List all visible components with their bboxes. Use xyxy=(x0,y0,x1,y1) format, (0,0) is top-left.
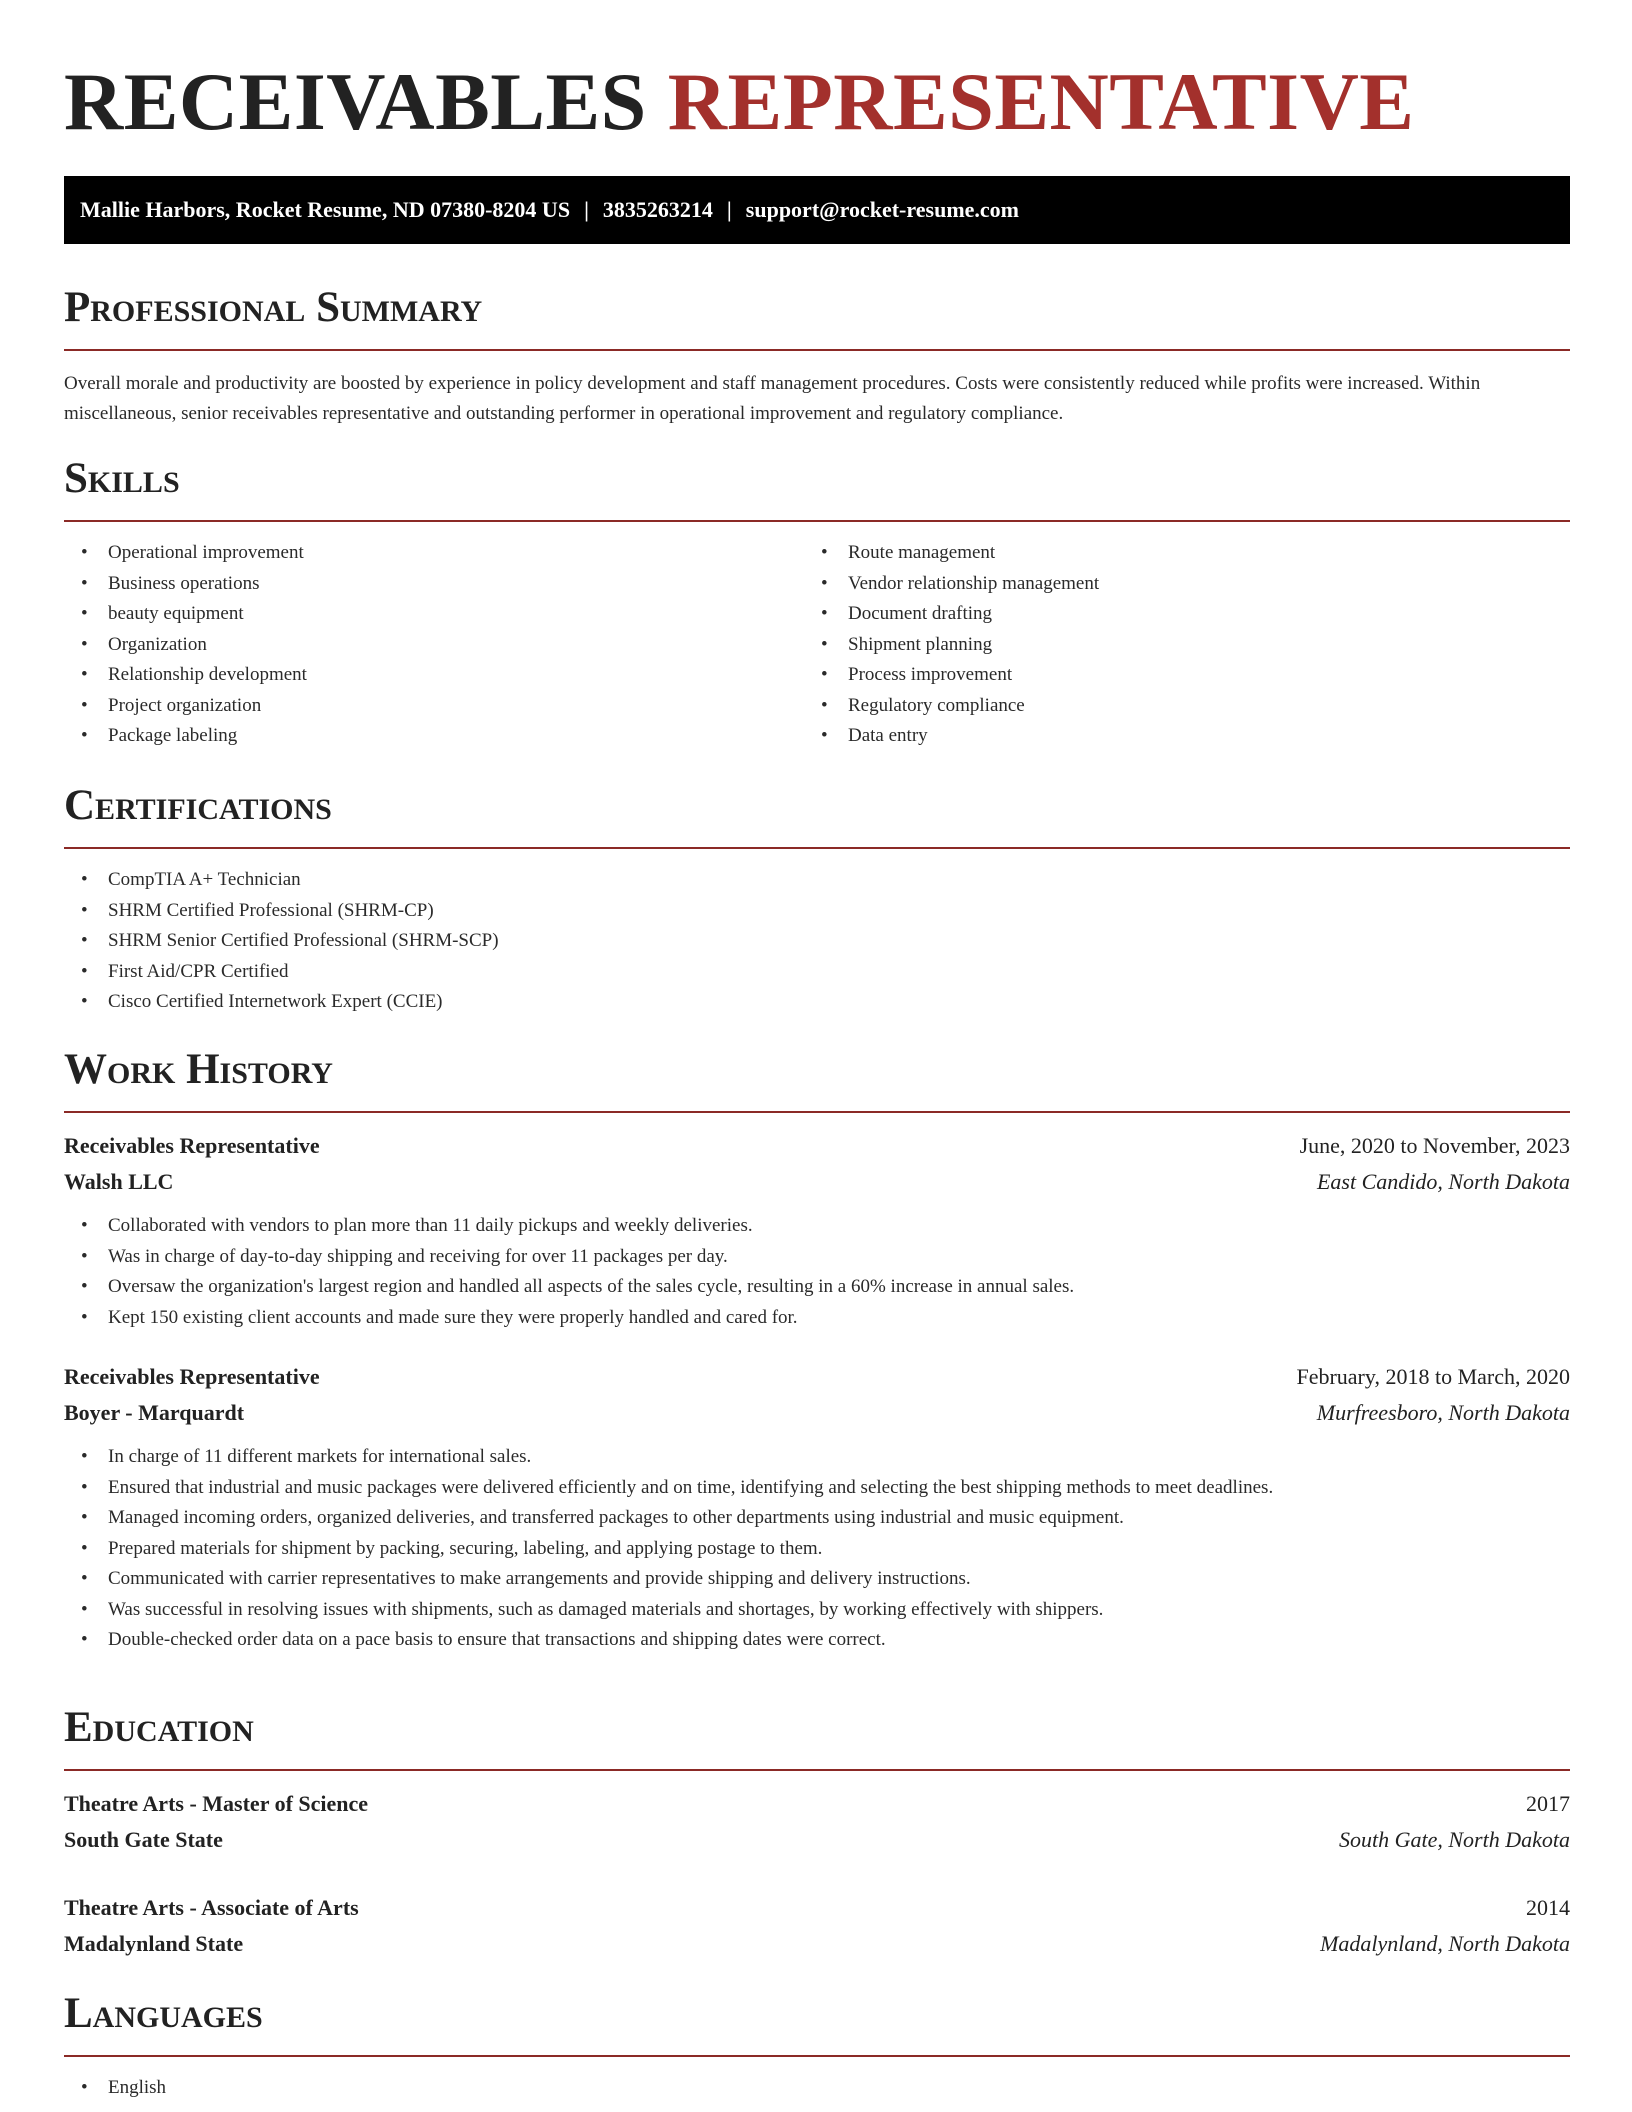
skills-list-left xyxy=(64,538,804,752)
list-item: • Double-checked order data on a pace basis to ensure that transactions and shipping dates were correct. xyxy=(64,1625,1570,1656)
certifications-list xyxy=(64,865,1570,1018)
job-bullets xyxy=(64,1211,1570,1333)
contact-separator: | xyxy=(584,197,589,222)
education-entry xyxy=(64,1786,1570,1858)
education-location: Madalynland, North Dakota xyxy=(1320,1931,1570,1956)
education-header-row xyxy=(64,1786,1570,1822)
section-divider xyxy=(64,1111,1570,1113)
job-entry xyxy=(64,1128,1570,1333)
list-item: • Kept 150 existing client accounts and made sure they were properly handled and cared for. xyxy=(64,1303,1570,1334)
education-entry xyxy=(64,1890,1570,1962)
languages-list xyxy=(64,2073,1570,2104)
list-item: • First Aid/CPR Certified xyxy=(64,957,1570,988)
work-history-section xyxy=(64,1045,1570,1656)
education-school: South Gate State xyxy=(64,1827,223,1852)
resume-title xyxy=(64,0,1570,166)
job-entry xyxy=(64,1359,1570,1656)
job-location: Murfreesboro, North Dakota xyxy=(1316,1400,1570,1425)
list-item: • Oversaw the organization's largest region and handled all aspects of the sales cycle, resulting in a 60% increase in annual sales. xyxy=(64,1272,1570,1303)
list-item: • Shipment planning xyxy=(804,630,1544,661)
list-item: • Regulatory compliance xyxy=(804,691,1544,722)
list-item: • Managed incoming orders, organized deliveries, and transferred packages to other departments using industrial and music equipment. xyxy=(64,1503,1570,1534)
list-item: • Collaborated with vendors to plan more than 11 daily pickups and weekly deliveries. xyxy=(64,1211,1570,1242)
section-divider xyxy=(64,847,1570,849)
skills-columns xyxy=(64,538,1570,752)
certifications-section xyxy=(64,781,1570,1018)
section-divider xyxy=(64,520,1570,522)
list-item: • Ensured that industrial and music packages were delivered efficiently and on time, identifying and selecting the best shipping methods to meet deadlines. xyxy=(64,1473,1570,1504)
title-part-1: RECEIVABLES xyxy=(64,56,647,147)
job-title: Receivables Representative xyxy=(64,1133,320,1158)
skills-list-right xyxy=(804,538,1544,752)
section-heading-skills: Skills xyxy=(64,455,180,502)
list-item: • Process improvement xyxy=(804,660,1544,691)
education-school-row xyxy=(64,1926,1570,1962)
list-item: • Package labeling xyxy=(64,721,804,752)
section-divider xyxy=(64,349,1570,351)
summary-section xyxy=(64,283,1570,429)
education-degree: Theatre Arts - Master of Science xyxy=(64,1791,369,1816)
education-school: Madalynland State xyxy=(64,1931,244,1956)
education-location: South Gate, North Dakota xyxy=(1339,1827,1570,1852)
section-heading-summary: Professional Summary xyxy=(64,284,483,331)
section-divider xyxy=(64,2055,1570,2057)
title-part-2: REPRESENTATIVE xyxy=(667,56,1415,147)
list-item: • CompTIA A+ Technician xyxy=(64,865,1570,896)
list-item: • Route management xyxy=(804,538,1544,569)
contact-phone: 3835263214 xyxy=(602,197,713,222)
list-item: • Business operations xyxy=(64,569,804,600)
list-item: • Vendor relationship management xyxy=(804,569,1544,600)
summary-text: Overall morale and productivity are boosted by experience in policy development and staff management procedures. Costs were consistently reduced while profits were increased. Within miscellaneous, senior receivables representative and outstanding performer in operational improvement and regulatory compliance. xyxy=(64,373,1481,424)
contact-separator: | xyxy=(726,197,732,222)
resume-page xyxy=(64,0,1570,2098)
contact-bar xyxy=(64,176,1570,244)
job-location: East Candido, North Dakota xyxy=(1316,1169,1570,1194)
education-section xyxy=(64,1703,1570,1962)
job-dates: June, 2020 to November, 2023 xyxy=(1299,1133,1570,1158)
job-bullets xyxy=(64,1442,1570,1656)
languages-section xyxy=(64,1989,1570,2104)
section-heading-work-history: Work History xyxy=(64,1046,333,1093)
education-year: 2017 xyxy=(1526,1791,1570,1816)
list-item: • Communicated with carrier representatives to make arrangements and provide shipping and delivery instructions. xyxy=(64,1564,1570,1595)
job-company: Boyer - Marquardt xyxy=(64,1400,245,1425)
section-heading-education: Education xyxy=(64,1704,254,1751)
skills-section xyxy=(64,454,1570,752)
section-heading-certifications: Certifications xyxy=(64,782,332,829)
list-item: • Document drafting xyxy=(804,599,1544,630)
list-item: • SHRM Certified Professional (SHRM-CP) xyxy=(64,896,1570,927)
job-company-row xyxy=(64,1395,1570,1431)
education-header-row xyxy=(64,1890,1570,1926)
education-year: 2014 xyxy=(1526,1895,1570,1920)
list-item: • Was successful in resolving issues with shipments, such as damaged materials and shortages, by working effectively with shippers. xyxy=(64,1595,1570,1626)
list-item: • Data entry xyxy=(804,721,1544,752)
list-item: • Prepared materials for shipment by packing, securing, labeling, and applying postage to them. xyxy=(64,1534,1570,1565)
list-item: • beauty equipment xyxy=(64,599,804,630)
list-item: • In charge of 11 different markets for international sales. xyxy=(64,1442,1570,1473)
section-divider xyxy=(64,1769,1570,1771)
list-item: • SHRM Senior Certified Professional (SHRM-SCP) xyxy=(64,926,1570,957)
list-item: • Cisco Certified Internetwork Expert (CCIE) xyxy=(64,987,1570,1018)
list-item: • Was in charge of day-to-day shipping and receiving for over 11 packages per day. xyxy=(64,1242,1570,1273)
list-item: • English xyxy=(64,2073,1570,2104)
job-header-row xyxy=(64,1128,1570,1164)
education-degree: Theatre Arts - Associate of Arts xyxy=(64,1895,359,1920)
job-company-row xyxy=(64,1164,1570,1200)
job-company: Walsh LLC xyxy=(64,1169,174,1194)
list-item: • Operational improvement xyxy=(64,538,804,569)
list-item: • Relationship development xyxy=(64,660,804,691)
job-header-row xyxy=(64,1359,1570,1395)
list-item: • Project organization xyxy=(64,691,804,722)
contact-email: support@rocket-resume.com xyxy=(745,197,1019,222)
job-title: Receivables Representative xyxy=(64,1364,320,1389)
job-dates: February, 2018 to March, 2020 xyxy=(1296,1364,1570,1389)
education-school-row xyxy=(64,1822,1570,1858)
list-item: • Organization xyxy=(64,630,804,661)
section-heading-languages: Languages xyxy=(64,1990,263,2037)
contact-address: Mallie Harbors, Rocket Resume, ND 07380-8204 US xyxy=(80,197,571,222)
